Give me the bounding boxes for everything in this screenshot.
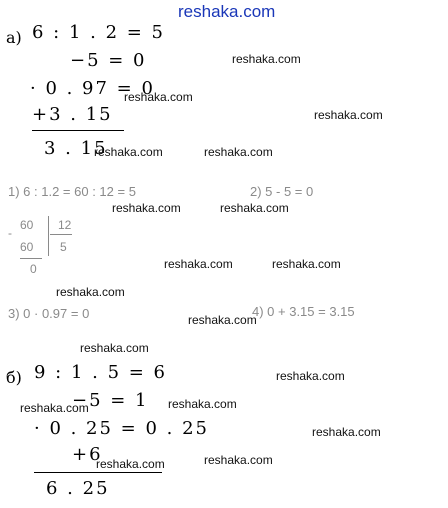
watermark: reshaka.com [94, 145, 163, 159]
site-title[interactable]: reshaka.com [178, 2, 276, 21]
watermark: reshaka.com [124, 90, 193, 104]
watermark: reshaka.com [112, 201, 181, 215]
division-divisor: 12 [58, 218, 72, 232]
watermark: reshaka.com [188, 313, 257, 327]
part-a-label: а) [6, 28, 22, 47]
step-1: 1) 6 : 1.2 = 60 : 12 = 5 [8, 184, 136, 199]
watermark: reshaka.com [232, 52, 301, 66]
part-b-line-2: −5 = 1 [72, 390, 149, 411]
part-a-sum-line [32, 130, 124, 131]
watermark: reshaka.com [220, 201, 289, 215]
watermark: reshaka.com [56, 285, 125, 299]
part-a-result: 3 . 15 [44, 138, 108, 159]
division-quotient: 5 [60, 240, 67, 254]
division-sub: 60 [20, 240, 34, 254]
division-remainder: 0 [30, 262, 37, 276]
watermark: reshaka.com [80, 341, 149, 355]
watermark: reshaka.com [164, 257, 233, 271]
division-minus: - [8, 226, 12, 240]
watermark: reshaka.com [272, 257, 341, 271]
part-a-line-3: · 0 . 97 = 0 [30, 78, 155, 99]
part-b-sum-line [34, 472, 162, 473]
division-divisor-line [50, 234, 72, 235]
watermark: reshaka.com [20, 401, 89, 415]
watermark: reshaka.com [312, 425, 381, 439]
step-2: 2) 5 - 5 = 0 [250, 184, 314, 199]
watermark: reshaka.com [204, 453, 273, 467]
watermark: reshaka.com [96, 457, 165, 471]
division-rem-line [20, 258, 42, 259]
step-3: 3) 0 · 0.97 = 0 [8, 306, 90, 321]
watermark: reshaka.com [314, 108, 383, 122]
watermark: reshaka.com [204, 145, 273, 159]
watermark: reshaka.com [276, 369, 345, 383]
part-a-line-1: 6 : 1 . 2 = 5 [32, 22, 166, 43]
part-b-line-1: 9 : 1 . 5 = 6 [34, 362, 168, 383]
part-b-line-4: +6 [72, 444, 103, 465]
division-dividend: 60 [20, 218, 34, 232]
part-b-result: 6 . 25 [46, 478, 110, 499]
part-b-label: б) [6, 368, 22, 387]
division-bar [48, 216, 49, 256]
part-a-line-4: +3 . 15 [32, 104, 113, 125]
part-a-line-2: −5 = 0 [70, 50, 147, 71]
part-b-line-3: · 0 . 25 = 0 . 25 [34, 418, 210, 439]
watermark: reshaka.com [168, 397, 237, 411]
step-4: 4) 0 + 3.15 = 3.15 [252, 304, 355, 319]
